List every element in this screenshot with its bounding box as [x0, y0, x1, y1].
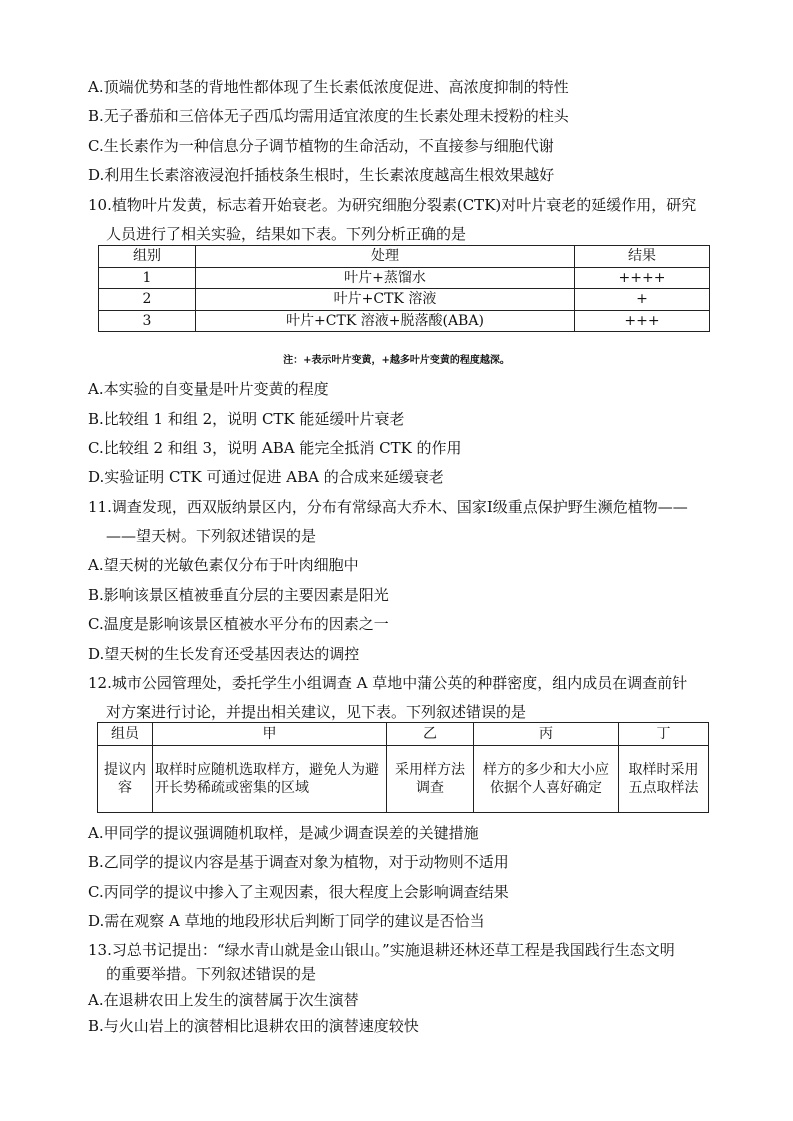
table-cell: 叶片+CTK 溶液+脱落酸(ABA): [196, 310, 575, 332]
table-cell: ++++: [575, 267, 710, 289]
q9-option-a: A.顶端优势和茎的背地性都体现了生长素低浓度促进、高浓度抑制的特性: [88, 78, 569, 96]
q10-stem-line1: 10.植物叶片发黄，标志着开始衰老。为研究细胞分裂素(CTK)对叶片衰老的延缓作用，研究: [88, 196, 697, 214]
q10-stem-line2: 人员进行了相关实验，结果如下表。下列分析正确的是: [106, 225, 467, 243]
table-header-cell: 丁: [619, 723, 709, 746]
q10-option-c: C.比较组 2 和组 3，说明 ABA 能完全抵消 CTK 的作用: [88, 439, 462, 457]
table-header-cell: 组别: [99, 246, 196, 268]
q11-option-b: B.影响该景区植被垂直分层的主要因素是阳光: [88, 586, 389, 604]
q12-stem-line1: 12.城市公园管理处，委托学生小组调查 A 草地中蒲公英的种群密度，组内成员在调查前针: [88, 674, 688, 692]
q13-stem-line2: 的重要举措。下列叙述错误的是: [106, 965, 317, 983]
table-row-label: 提议内容: [98, 746, 153, 813]
q12-stem-line2: 对方案进行讨论，并提出相关建议，见下表。下列叙述错误的是: [106, 703, 527, 721]
q12-option-c: C.丙同学的提议中掺入了主观因素，很大程度上会影响调查结果: [88, 883, 509, 901]
table-cell: 叶片+CTK 溶液: [196, 289, 575, 311]
table-cell: 取样时采用五点取样法: [619, 746, 709, 813]
q11-stem-line1: 11.调查发现，西双版纳景区内，分布有常绿高大乔木、国家Ⅰ级重点保护野生濒危植物——: [88, 498, 688, 516]
q13-stem-line1: 13.习总书记提出：“绿水青山就是金山银山。”实施退耕还林还草工程是我国践行生态文明: [88, 941, 675, 959]
table-header-cell: 甲: [153, 723, 387, 746]
table-header-cell: 结果: [575, 246, 710, 268]
table-header-row: [99, 246, 710, 268]
q9-option-c: C.生长素作为一种信息分子调节植物的生命活动，不直接参与细胞代谢: [88, 137, 554, 155]
table-cell: 取样时应随机选取样方，避免人为避开长势稀疏或密集的区域: [153, 746, 387, 813]
table-cell: +: [575, 289, 710, 311]
q10-table: [98, 245, 710, 332]
q13-option-b: B.与火山岩上的演替相比退耕农田的演替速度较快: [88, 1017, 419, 1035]
table-cell: 采用样方法调查: [387, 746, 474, 813]
q9-option-d: D.利用生长素溶液浸泡扦插枝条生根时，生长素浓度越高生根效果越好: [88, 166, 555, 184]
table-cell: 2: [99, 289, 196, 311]
table-header-cell: 处理: [196, 246, 575, 268]
table-cell: 3: [99, 310, 196, 332]
table-header-cell: 丙: [474, 723, 619, 746]
q12-option-d: D.需在观察 A 草地的地段形状后判断丁同学的建议是否恰当: [88, 912, 485, 930]
table-header-cell: 乙: [387, 723, 474, 746]
q10-table-note: 注：+表示叶片变黄，+越多叶片变黄的程度越深。: [283, 355, 510, 366]
q11-option-d: D.望天树的生长发育还受基因表达的调控: [88, 645, 360, 663]
table-cell: 1: [99, 267, 196, 289]
q11-stem-line2: ——望天树。下列叙述错误的是: [106, 527, 317, 545]
table-cell: +++: [575, 310, 710, 332]
table-cell: 叶片+蒸馏水: [196, 267, 575, 289]
q12-option-b: B.乙同学的提议内容是基于调查对象为植物，对于动物则不适用: [88, 853, 509, 871]
table-row: [99, 289, 710, 311]
q10-option-b: B.比较组 1 和组 2，说明 CTK 能延缓叶片衰老: [88, 410, 405, 428]
q11-option-a: A.望天树的光敏色素仅分布于叶肉细胞中: [88, 556, 359, 574]
table-header-row: [98, 723, 709, 746]
table-row: [99, 310, 710, 332]
table-cell: 样方的多少和大小应依据个人喜好确定: [474, 746, 619, 813]
table-header-cell: 组员: [98, 723, 153, 746]
q12-option-a: A.甲同学的提议强调随机取样，是减少调查误差的关键措施: [88, 824, 479, 842]
q13-option-a: A.在退耕农田上发生的演替属于次生演替: [88, 991, 359, 1009]
q11-option-c: C.温度是影响该景区植被水平分布的因素之一: [88, 615, 389, 633]
table-row: [98, 746, 709, 813]
q10-option-d: D.实验证明 CTK 可通过促进 ABA 的合成来延缓衰老: [88, 468, 444, 486]
q9-option-b: B.无子番茄和三倍体无子西瓜均需用适宜浓度的生长素处理未授粉的柱头: [88, 107, 569, 125]
q10-option-a: A.本实验的自变量是叶片变黄的程度: [88, 380, 329, 398]
q12-table: [97, 722, 709, 813]
table-row: [99, 267, 710, 289]
